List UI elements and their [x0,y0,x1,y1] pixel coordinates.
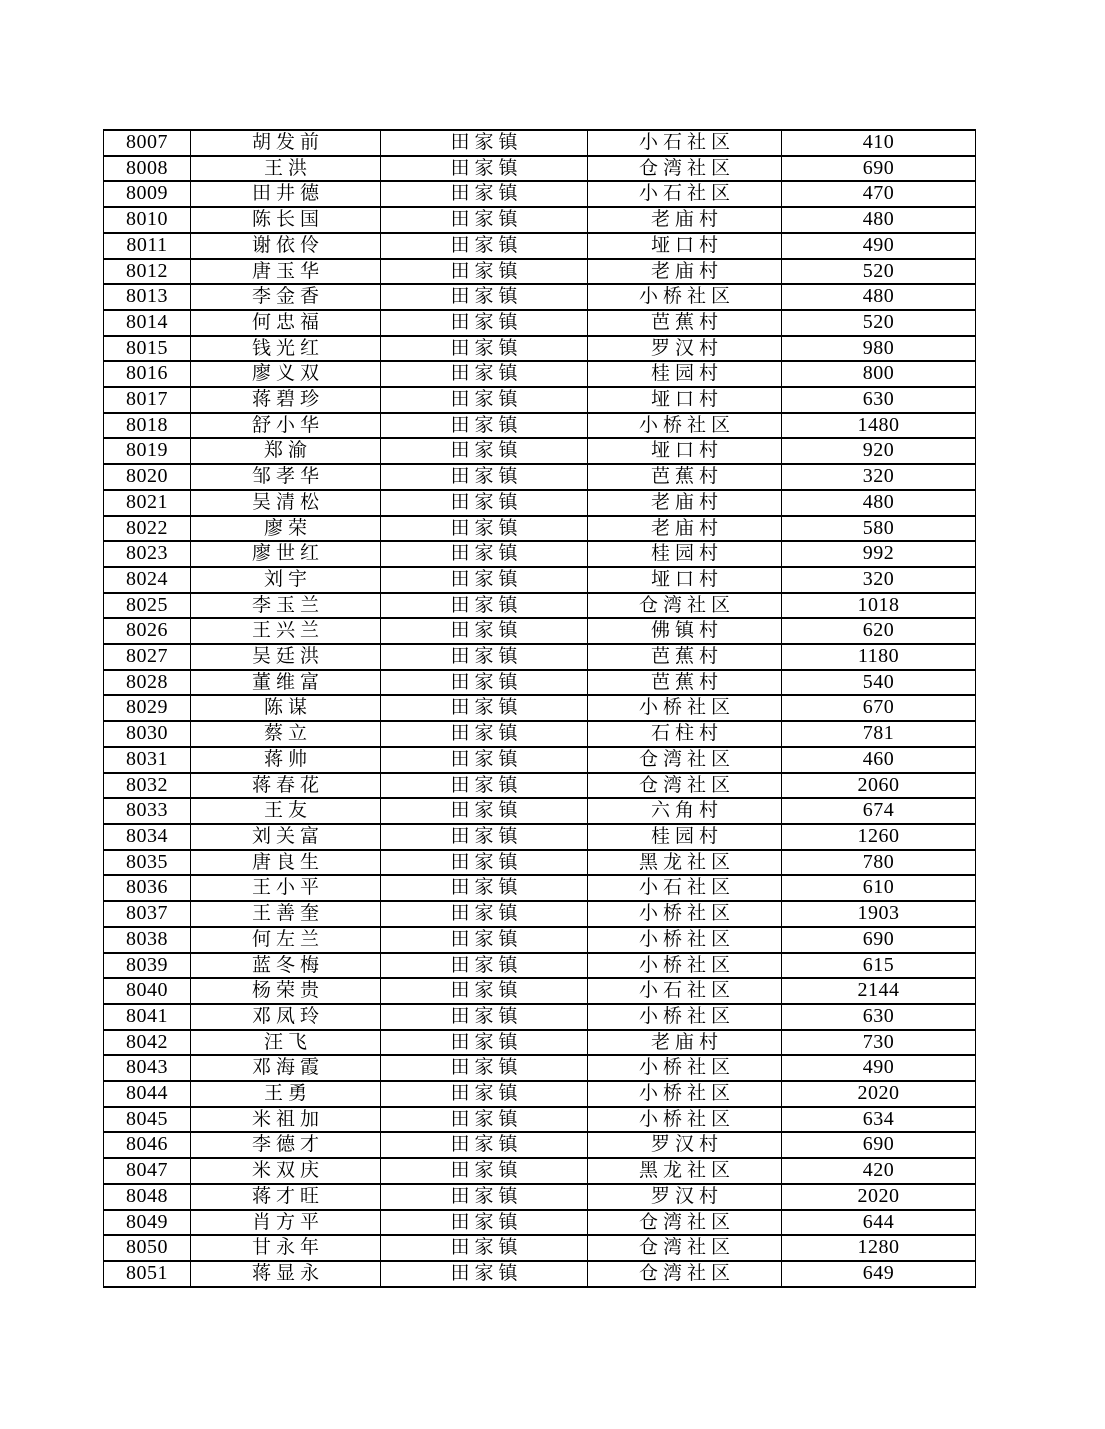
cell-village: 老庙村 [588,259,782,285]
table-row [104,1210,976,1236]
cell-id: 8025 [104,593,191,619]
cell-name: 郑渝 [191,438,381,464]
cell-village: 小桥社区 [588,901,782,927]
cell-town: 田家镇 [381,1004,588,1030]
cell-value: 980 [782,336,976,362]
cell-village: 桂园村 [588,824,782,850]
cell-village: 芭蕉村 [588,464,782,490]
cell-town: 田家镇 [381,181,588,207]
cell-name: 李德才 [191,1132,381,1158]
table-row [104,387,976,413]
cell-name: 杨荣贵 [191,978,381,1004]
cell-name: 何忠福 [191,310,381,336]
cell-value: 2144 [782,978,976,1004]
cell-name: 蒋帅 [191,747,381,773]
cell-value: 634 [782,1107,976,1133]
cell-town: 田家镇 [381,953,588,979]
cell-id: 8043 [104,1055,191,1081]
cell-id: 8014 [104,310,191,336]
cell-value: 674 [782,798,976,824]
cell-name: 肖方平 [191,1210,381,1236]
table-row [104,1235,976,1261]
cell-town: 田家镇 [381,875,588,901]
cell-id: 8020 [104,464,191,490]
cell-value: 2020 [782,1081,976,1107]
cell-town: 田家镇 [381,1184,588,1210]
cell-id: 8033 [104,798,191,824]
cell-name: 谢依伶 [191,233,381,259]
cell-id: 8035 [104,850,191,876]
cell-village: 仓湾社区 [588,773,782,799]
cell-value: 540 [782,670,976,696]
cell-name: 陈长国 [191,207,381,233]
cell-name: 刘宇 [191,567,381,593]
cell-town: 田家镇 [381,438,588,464]
cell-name: 胡发前 [191,130,381,156]
cell-value: 690 [782,1132,976,1158]
cell-village: 仓湾社区 [588,1261,782,1287]
cell-town: 田家镇 [381,1107,588,1133]
table-row [104,541,976,567]
cell-village: 桂园村 [588,541,782,567]
table-row [104,130,976,156]
cell-id: 8008 [104,156,191,182]
table-row [104,259,976,285]
cell-value: 615 [782,953,976,979]
cell-town: 田家镇 [381,927,588,953]
cell-name: 刘关富 [191,824,381,850]
table-row [104,490,976,516]
table-row [104,1055,976,1081]
cell-name: 唐玉华 [191,259,381,285]
cell-town: 田家镇 [381,233,588,259]
cell-village: 小桥社区 [588,695,782,721]
table-container [103,129,975,1288]
cell-village: 老庙村 [588,207,782,233]
cell-value: 1180 [782,644,976,670]
cell-id: 8012 [104,259,191,285]
cell-village: 仓湾社区 [588,156,782,182]
cell-village: 小桥社区 [588,413,782,439]
cell-value: 630 [782,1004,976,1030]
cell-village: 老庙村 [588,516,782,542]
cell-town: 田家镇 [381,490,588,516]
table-row [104,978,976,1004]
cell-id: 8029 [104,695,191,721]
cell-village: 仓湾社区 [588,747,782,773]
cell-town: 田家镇 [381,1081,588,1107]
cell-town: 田家镇 [381,464,588,490]
cell-name: 蔡立 [191,721,381,747]
cell-value: 460 [782,747,976,773]
table-row [104,1004,976,1030]
cell-town: 田家镇 [381,1158,588,1184]
cell-value: 2060 [782,773,976,799]
cell-town: 田家镇 [381,978,588,1004]
cell-value: 920 [782,438,976,464]
cell-village: 仓湾社区 [588,593,782,619]
cell-name: 蒋春花 [191,773,381,799]
cell-village: 小桥社区 [588,953,782,979]
cell-id: 8040 [104,978,191,1004]
cell-town: 田家镇 [381,644,588,670]
table-row [104,747,976,773]
cell-value: 320 [782,567,976,593]
cell-name: 邹孝华 [191,464,381,490]
cell-village: 垭口村 [588,387,782,413]
cell-value: 1280 [782,1235,976,1261]
cell-town: 田家镇 [381,721,588,747]
cell-town: 田家镇 [381,850,588,876]
cell-name: 米双庆 [191,1158,381,1184]
cell-name: 王善奎 [191,901,381,927]
cell-value: 690 [782,927,976,953]
cell-value: 520 [782,259,976,285]
cell-id: 8010 [104,207,191,233]
cell-town: 田家镇 [381,773,588,799]
cell-town: 田家镇 [381,695,588,721]
cell-value: 670 [782,695,976,721]
cell-village: 黑龙社区 [588,1158,782,1184]
cell-name: 舒小华 [191,413,381,439]
cell-village: 小桥社区 [588,1004,782,1030]
cell-name: 钱光红 [191,336,381,362]
cell-town: 田家镇 [381,824,588,850]
cell-id: 8030 [104,721,191,747]
cell-village: 芭蕉村 [588,670,782,696]
cell-id: 8049 [104,1210,191,1236]
cell-name: 王兴兰 [191,618,381,644]
table-row [104,464,976,490]
cell-village: 罗汉村 [588,1184,782,1210]
table-row [104,695,976,721]
cell-value: 490 [782,233,976,259]
cell-name: 蒋才旺 [191,1184,381,1210]
cell-town: 田家镇 [381,567,588,593]
cell-id: 8022 [104,516,191,542]
cell-town: 田家镇 [381,516,588,542]
cell-village: 芭蕉村 [588,310,782,336]
table-row [104,1184,976,1210]
cell-town: 田家镇 [381,361,588,387]
cell-value: 644 [782,1210,976,1236]
cell-name: 邓海霞 [191,1055,381,1081]
table-row [104,798,976,824]
cell-id: 8024 [104,567,191,593]
table-row [104,336,976,362]
cell-town: 田家镇 [381,670,588,696]
cell-value: 800 [782,361,976,387]
cell-village: 六角村 [588,798,782,824]
cell-id: 8050 [104,1235,191,1261]
cell-id: 8051 [104,1261,191,1287]
cell-village: 仓湾社区 [588,1210,782,1236]
table-row [104,310,976,336]
table-row [104,773,976,799]
cell-id: 8039 [104,953,191,979]
cell-id: 8007 [104,130,191,156]
cell-village: 垭口村 [588,567,782,593]
table-row [104,618,976,644]
cell-town: 田家镇 [381,1210,588,1236]
cell-name: 蓝冬梅 [191,953,381,979]
cell-name: 董维富 [191,670,381,696]
cell-name: 何左兰 [191,927,381,953]
table-row [104,1107,976,1133]
table-row [104,850,976,876]
table-row [104,644,976,670]
cell-village: 小桥社区 [588,927,782,953]
cell-id: 8041 [104,1004,191,1030]
cell-name: 王洪 [191,156,381,182]
cell-town: 田家镇 [381,747,588,773]
cell-id: 8026 [104,618,191,644]
cell-value: 410 [782,130,976,156]
cell-id: 8015 [104,336,191,362]
cell-village: 小桥社区 [588,284,782,310]
cell-town: 田家镇 [381,130,588,156]
cell-town: 田家镇 [381,1055,588,1081]
cell-id: 8042 [104,1030,191,1056]
cell-id: 8019 [104,438,191,464]
cell-village: 黑龙社区 [588,850,782,876]
cell-name: 蒋碧珍 [191,387,381,413]
cell-name: 王小平 [191,875,381,901]
table-row [104,233,976,259]
cell-name: 汪飞 [191,1030,381,1056]
table-row [104,207,976,233]
cell-village: 罗汉村 [588,336,782,362]
cell-name: 吴清松 [191,490,381,516]
cell-name: 王勇 [191,1081,381,1107]
table-row [104,567,976,593]
cell-village: 小石社区 [588,875,782,901]
cell-value: 470 [782,181,976,207]
cell-value: 730 [782,1030,976,1056]
cell-id: 8037 [104,901,191,927]
table-row [104,413,976,439]
cell-value: 620 [782,618,976,644]
cell-village: 仓湾社区 [588,1235,782,1261]
cell-town: 田家镇 [381,1235,588,1261]
cell-id: 8016 [104,361,191,387]
table-row [104,1132,976,1158]
cell-name: 李金香 [191,284,381,310]
cell-name: 廖世红 [191,541,381,567]
cell-value: 1260 [782,824,976,850]
data-table [103,129,976,1288]
cell-town: 田家镇 [381,387,588,413]
table-body [104,130,976,1287]
cell-village: 小石社区 [588,130,782,156]
cell-town: 田家镇 [381,413,588,439]
cell-id: 8044 [104,1081,191,1107]
cell-id: 8018 [104,413,191,439]
cell-village: 桂园村 [588,361,782,387]
cell-town: 田家镇 [381,1030,588,1056]
cell-id: 8046 [104,1132,191,1158]
cell-name: 廖荣 [191,516,381,542]
cell-name: 米祖加 [191,1107,381,1133]
cell-name: 陈谋 [191,695,381,721]
cell-town: 田家镇 [381,207,588,233]
cell-village: 垭口村 [588,233,782,259]
cell-village: 罗汉村 [588,1132,782,1158]
cell-id: 8027 [104,644,191,670]
cell-id: 8031 [104,747,191,773]
cell-name: 田井德 [191,181,381,207]
cell-value: 630 [782,387,976,413]
cell-id: 8009 [104,181,191,207]
table-row [104,953,976,979]
table-row [104,1261,976,1287]
cell-village: 佛镇村 [588,618,782,644]
cell-village: 石柱村 [588,721,782,747]
cell-name: 甘永年 [191,1235,381,1261]
table-row [104,284,976,310]
cell-id: 8017 [104,387,191,413]
cell-value: 480 [782,490,976,516]
cell-town: 田家镇 [381,901,588,927]
cell-value: 320 [782,464,976,490]
cell-value: 780 [782,850,976,876]
cell-name: 邓凤玲 [191,1004,381,1030]
cell-value: 781 [782,721,976,747]
cell-id: 8036 [104,875,191,901]
table-row [104,156,976,182]
cell-name: 吴廷洪 [191,644,381,670]
table-row [104,1158,976,1184]
cell-value: 520 [782,310,976,336]
cell-town: 田家镇 [381,310,588,336]
cell-village: 垭口村 [588,438,782,464]
cell-town: 田家镇 [381,541,588,567]
cell-value: 480 [782,284,976,310]
cell-name: 廖义双 [191,361,381,387]
cell-value: 580 [782,516,976,542]
table-row [104,721,976,747]
cell-name: 唐良生 [191,850,381,876]
cell-village: 老庙村 [588,1030,782,1056]
cell-name: 蒋显永 [191,1261,381,1287]
cell-town: 田家镇 [381,156,588,182]
cell-village: 小桥社区 [588,1107,782,1133]
cell-value: 610 [782,875,976,901]
cell-village: 小石社区 [588,978,782,1004]
cell-value: 1480 [782,413,976,439]
cell-id: 8013 [104,284,191,310]
table-row [104,516,976,542]
cell-value: 480 [782,207,976,233]
cell-id: 8045 [104,1107,191,1133]
table-row [104,875,976,901]
cell-id: 8032 [104,773,191,799]
cell-town: 田家镇 [381,593,588,619]
cell-town: 田家镇 [381,1132,588,1158]
cell-value: 1018 [782,593,976,619]
cell-value: 420 [782,1158,976,1184]
table-row [104,1081,976,1107]
cell-name: 王友 [191,798,381,824]
cell-village: 小桥社区 [588,1055,782,1081]
table-row [104,361,976,387]
cell-id: 8021 [104,490,191,516]
cell-id: 8023 [104,541,191,567]
cell-id: 8028 [104,670,191,696]
cell-value: 649 [782,1261,976,1287]
cell-value: 2020 [782,1184,976,1210]
cell-value: 992 [782,541,976,567]
cell-value: 490 [782,1055,976,1081]
cell-id: 8034 [104,824,191,850]
cell-village: 小石社区 [588,181,782,207]
cell-value: 690 [782,156,976,182]
table-row [104,901,976,927]
cell-village: 小桥社区 [588,1081,782,1107]
cell-id: 8047 [104,1158,191,1184]
table-row [104,438,976,464]
table-row [104,593,976,619]
cell-town: 田家镇 [381,618,588,644]
cell-name: 李玉兰 [191,593,381,619]
cell-id: 8048 [104,1184,191,1210]
table-row [104,670,976,696]
cell-town: 田家镇 [381,284,588,310]
cell-village: 芭蕉村 [588,644,782,670]
table-row [104,927,976,953]
cell-town: 田家镇 [381,1261,588,1287]
table-row [104,1030,976,1056]
cell-town: 田家镇 [381,259,588,285]
table-row [104,181,976,207]
cell-value: 1903 [782,901,976,927]
cell-village: 老庙村 [588,490,782,516]
cell-town: 田家镇 [381,336,588,362]
table-row [104,824,976,850]
cell-id: 8038 [104,927,191,953]
cell-id: 8011 [104,233,191,259]
cell-town: 田家镇 [381,798,588,824]
